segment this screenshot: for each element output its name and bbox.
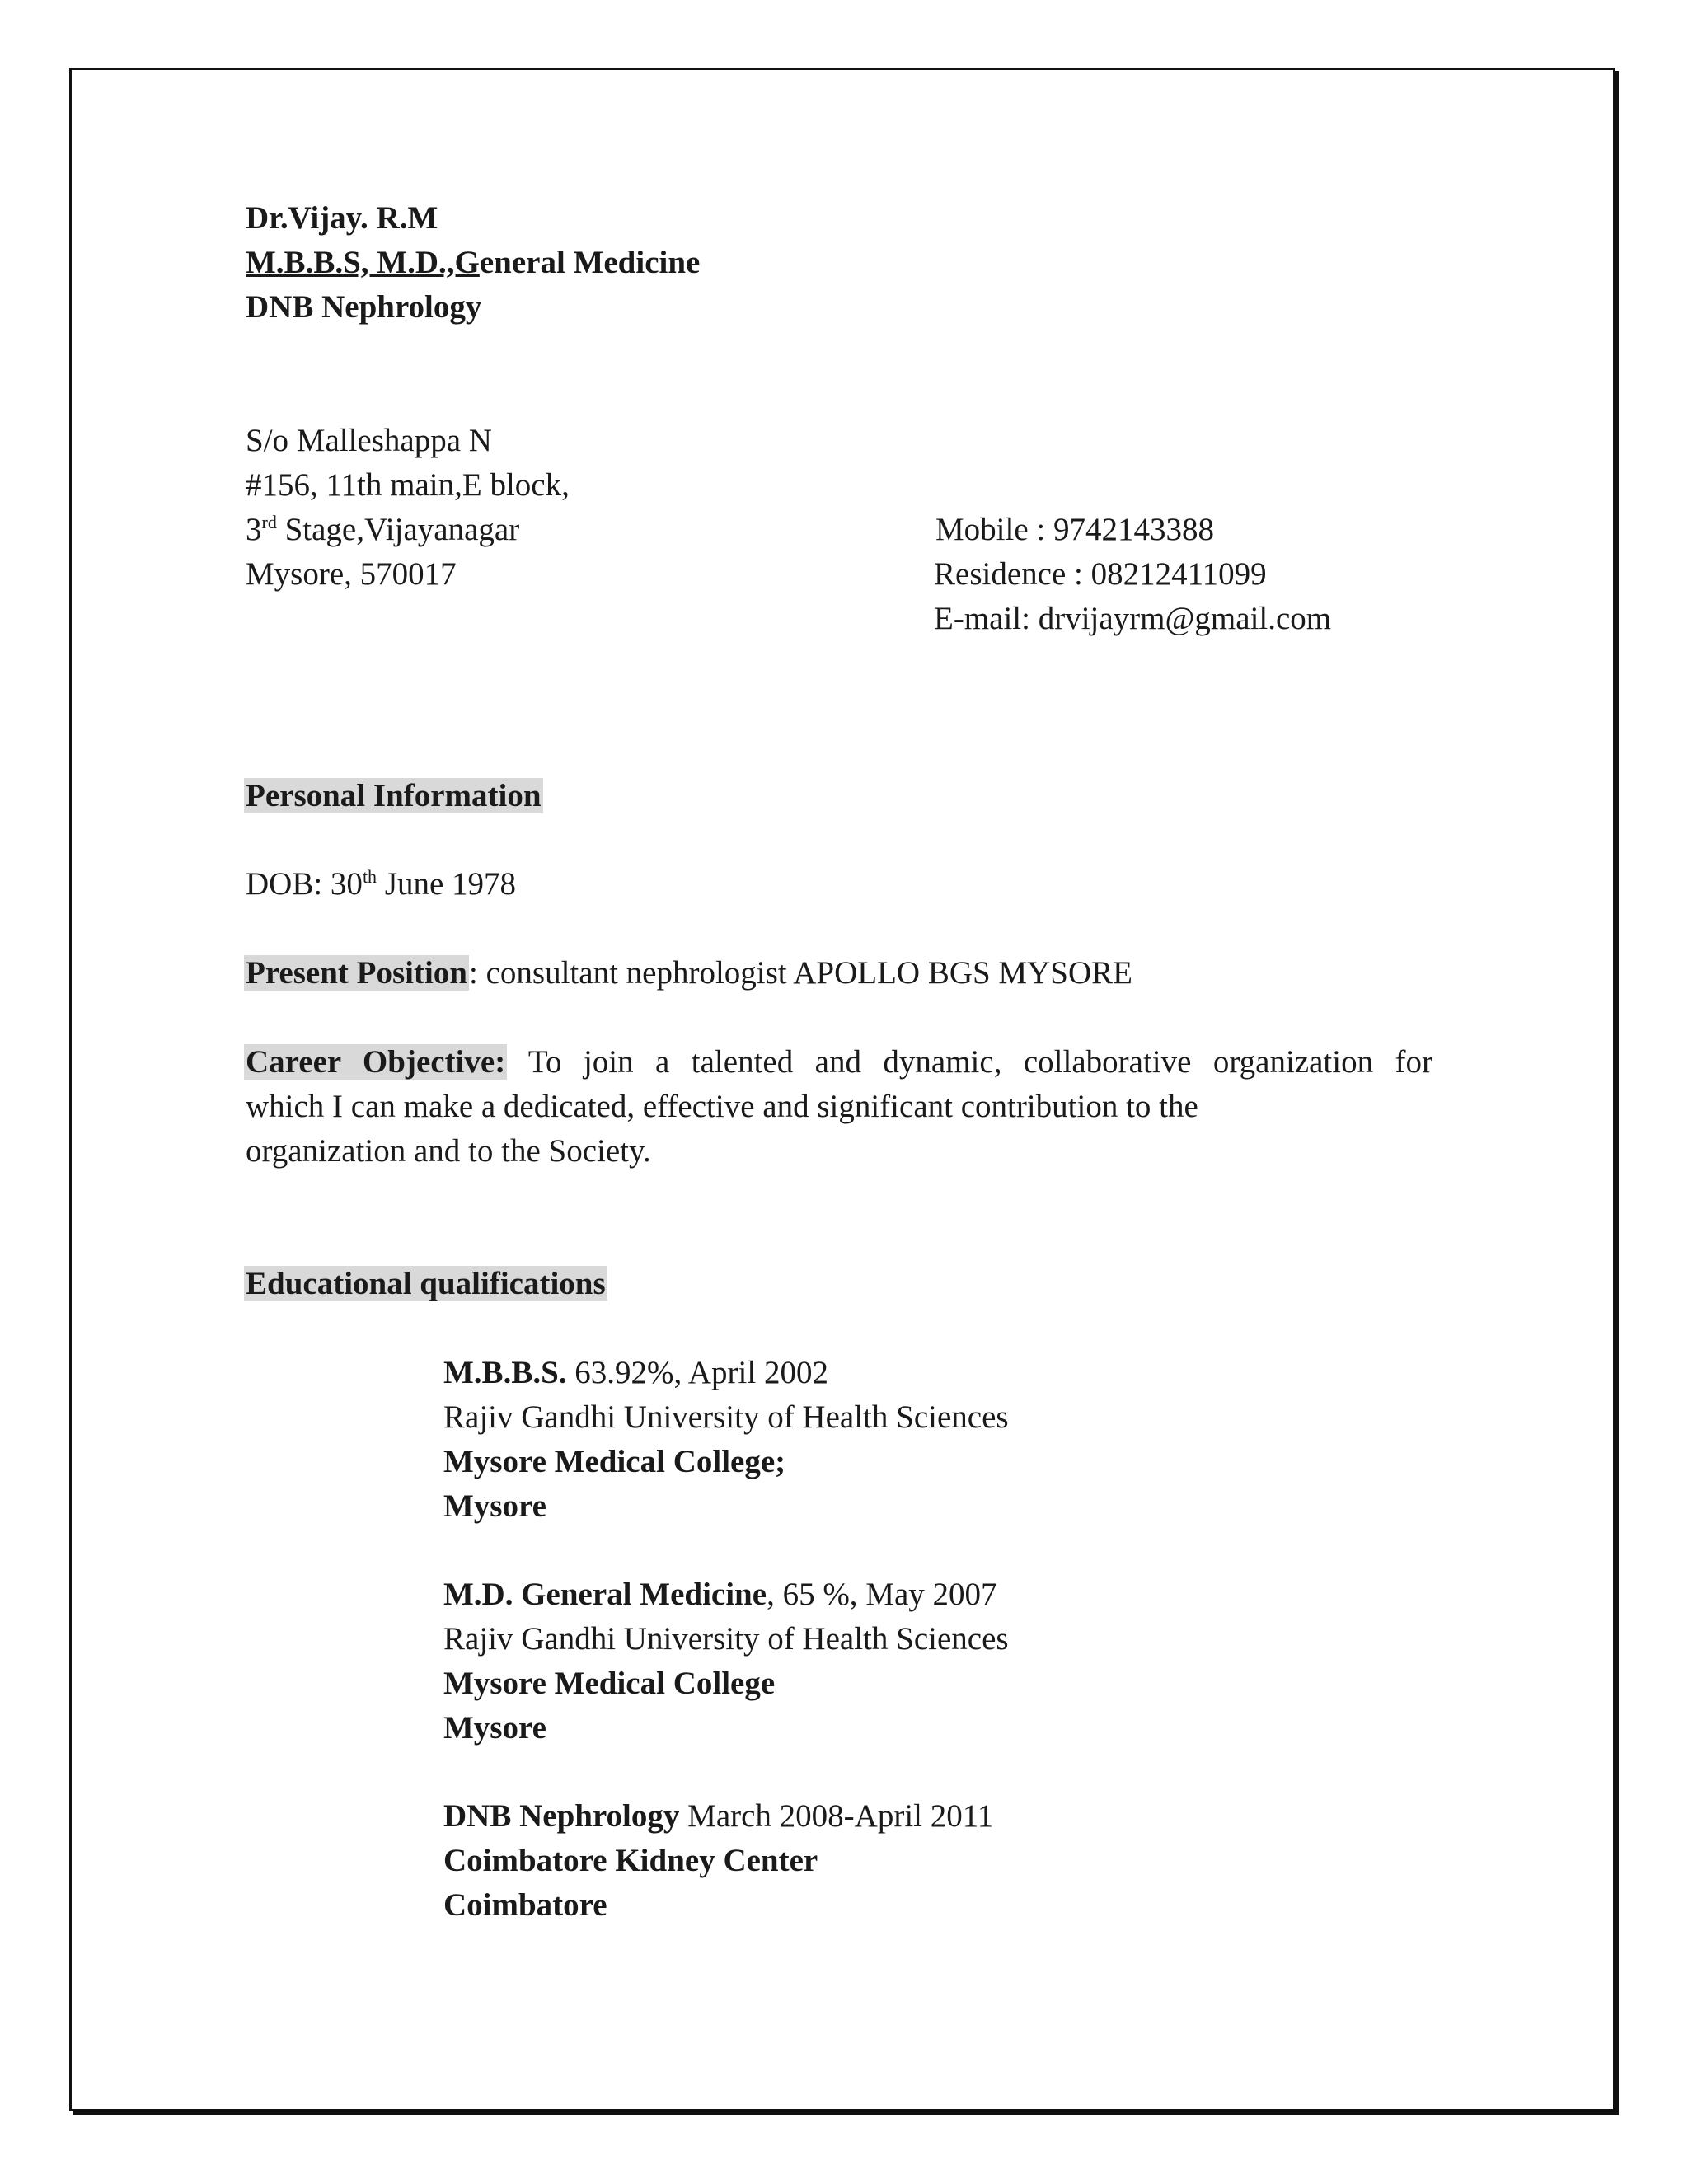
edu-2-university: Rajiv Gandhi University of Health Sciences <box>443 1621 1009 1657</box>
doctor-name: Dr.Vijay. R.M <box>246 200 438 236</box>
address-line-4: Mysore, 570017 <box>246 556 457 592</box>
dob-label: DOB: 30 <box>246 866 363 902</box>
degree-underlined: M.B.B.S, M.D.,G <box>246 245 480 280</box>
career-objective-text-1: To join a talented and dynamic, collaborative organization for <box>507 1044 1432 1080</box>
career-objective-line-3: organization and to the Society. <box>246 1133 651 1169</box>
personal-info-heading-text: Personal Information <box>246 778 542 813</box>
address-line-2: #156, 11th main,E block, <box>246 467 570 503</box>
contact-residence: Residence : 08212411099 <box>934 556 1267 592</box>
present-position-label: Present Position <box>246 955 468 991</box>
career-objective-line-1 <box>246 1040 1432 1085</box>
present-position-value: : consultant nephrologist APOLLO BGS MYSORE <box>469 955 1132 991</box>
edu-3-college: Coimbatore Kidney Center <box>443 1843 818 1878</box>
edu-2-degree: M.D. General Medicine <box>443 1577 767 1612</box>
career-objective <box>246 1040 1432 1174</box>
address-line-1: S/o Malleshappa N <box>246 423 492 458</box>
address-stage-suffix: rd <box>261 512 277 532</box>
edu-1-city: Mysore <box>443 1488 546 1524</box>
edu-2-college: Mysore Medical College <box>443 1666 776 1701</box>
edu-1-degree-line <box>443 1351 828 1395</box>
address-line-3 <box>246 508 519 552</box>
specialty: DNB Nephrology <box>246 289 482 325</box>
edu-1-college: Mysore Medical College; <box>443 1444 786 1479</box>
edu-2-city: Mysore <box>443 1710 546 1746</box>
edu-3-degree-line <box>443 1794 993 1839</box>
education-heading-text: Educational qualifications <box>246 1266 606 1301</box>
dob-line <box>246 862 516 907</box>
degree-line <box>246 241 700 285</box>
edu-1-detail: 63.92%, April 2002 <box>566 1355 828 1390</box>
dob-suffix: th <box>362 866 377 887</box>
dob-rest: June 1978 <box>377 866 517 902</box>
contact-email: E-mail: drvijayrm@gmail.com <box>934 601 1332 636</box>
edu-2-degree-line <box>443 1572 997 1617</box>
present-position-line <box>244 951 1132 996</box>
edu-3-city: Coimbatore <box>443 1887 607 1923</box>
edu-1-degree: M.B.B.S. <box>443 1355 567 1390</box>
education-heading <box>244 1262 607 1306</box>
address-stage-number: 3 <box>246 512 262 547</box>
career-objective-label: Career Objective: <box>246 1044 506 1080</box>
contact-mobile: Mobile : 9742143388 <box>935 512 1214 547</box>
edu-1-university: Rajiv Gandhi University of Health Sciences <box>443 1399 1009 1435</box>
address-stage-rest: Stage,Vijayanagar <box>276 512 520 547</box>
edu-3-degree: DNB Nephrology <box>443 1798 680 1834</box>
personal-info-heading <box>244 774 543 818</box>
career-objective-line-2: which I can make a dedicated, effective and significant contribution to the <box>246 1089 1198 1124</box>
edu-3-detail: March 2008-April 2011 <box>679 1798 994 1834</box>
edu-2-detail: , 65 %, May 2007 <box>767 1577 997 1612</box>
degree-rest: eneral Medicine <box>479 245 701 280</box>
